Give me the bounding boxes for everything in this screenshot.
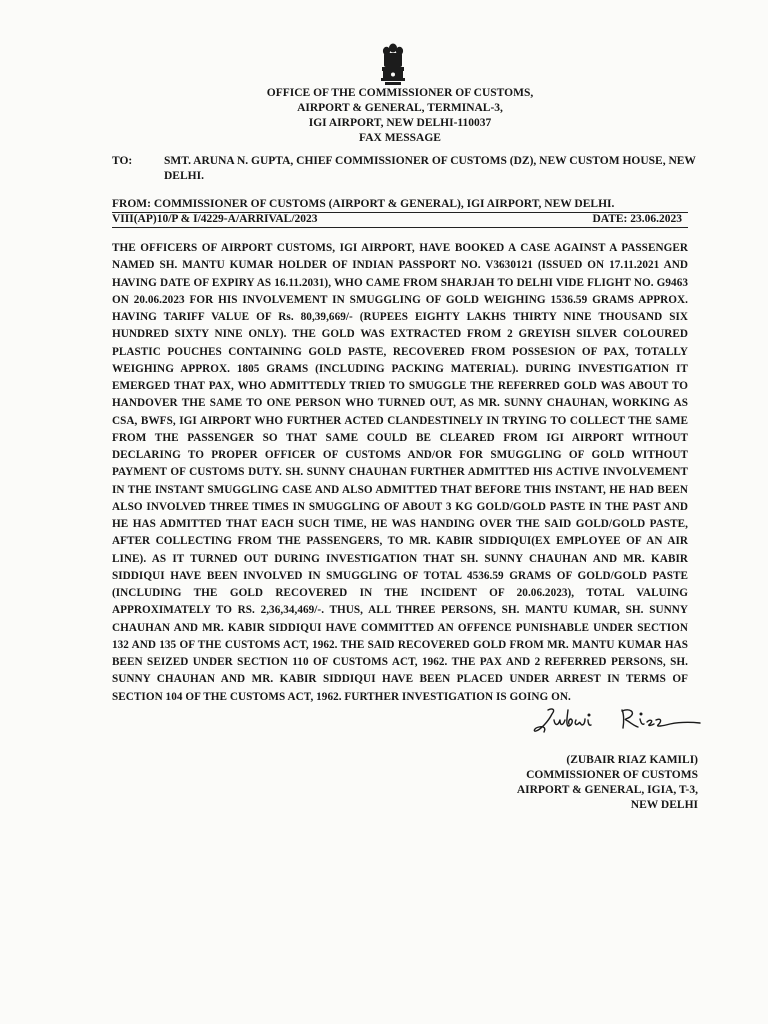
- signatory-name: (ZUBAIR RIAZ KAMILI): [566, 754, 698, 766]
- signatory-office: AIRPORT & GENERAL, IGIA, T-3,: [516, 784, 698, 796]
- signatory-block: [500, 753, 698, 813]
- message-date: DATE: 23.06.2023: [592, 213, 682, 225]
- recipient-text: SMT. ARUNA N. GUPTA, CHIEF COMMISSIONER OF CUSTOMS (DZ), NEW CUSTOM HOUSE, NEW DELHI.: [164, 155, 696, 182]
- office-division: AIRPORT & GENERAL, TERMINAL-3,: [297, 102, 503, 114]
- signatory-city: NEW DELHI: [630, 799, 698, 811]
- handwritten-signature: [530, 700, 710, 740]
- to-label: TO:: [112, 155, 133, 167]
- office-header: [200, 86, 600, 146]
- sender-text: FROM: COMMISSIONER OF CUSTOMS (AIRPORT & GENERAL), IGI AIRPORT, NEW DELHI.: [112, 198, 615, 210]
- reference-line: [112, 212, 688, 228]
- national-emblem-icon: [378, 42, 408, 88]
- office-address: IGI AIRPORT, NEW DELHI-110037: [308, 117, 492, 129]
- signatory-title: COMMISSIONER OF CUSTOMS: [526, 769, 698, 781]
- message-body: THE OFFICERS OF AIRPORT CUSTOMS, IGI AIRPORT, HAVE BOOKED A CASE AGAINST A PASSENGER NAMED SH. MANTU KUMAR HOLDER OF INDIAN PASSPORT NO. V3630121 (ISSUED ON 17.11.2021 AND HAVING DATE OF EXPIRY AS 16.11.2031), WHO CAME FROM SHARJAH TO DELHI VIDE FLIGHT NO. G9463 ON 20.06.2023 FOR HIS INVOLVEMENT IN SMUGGLING OF GOLD WEIGHING 1536.59 GRAMS APPROX. HAVING TARIFF VALUE OF Rs. 80,39,669/- (RUPEES EIGHTY LAKHS THIRTY NINE THOUSAND SIX HUNDRED SIXTY NINE ONLY). THE GOLD WAS EXTRACTED FROM 2 GREYISH SILVER COLOURED PLASTIC POUCHES CONTAINING GOLD PASTE, RECOVERED FROM POSSESION OF PAX, TOTALLY WEIGHING APPROX. 1805 GRAMS (INCLUDING PACKING MATERIAL). DURING INVESTIGATION IT EMERGED THAT PAX, WHO ADMITTEDLY TRIED TO SMUGGLE THE REFERRED GOLD WAS ABOUT TO HANDOVER THE SAME TO ONE PERSON WHO TURNED OUT, AS MR. SUNNY CHAUHAN, WORKING AS CSA, BWFS, IGI AIRPORT WHO FURTHER ACTED CLANDESTINELY IN TRYING TO COLLECT THE SAME FROM THE PASSENGER SO THAT SAME COULD BE CLEARED FROM IGI AIRPORT WITHOUT DECLARING TO PROPER OFFICER OF CUSTOMS AND/OR FOR SMUGGLING OF GOLD WITHOUT PAYMENT OF CUSTOMS DUTY. SH. SUNNY CHAUHAN FURTHER ADMITTED HIS ACTIVE INVOLVEMENT IN THE INSTANT SMUGGLING CASE AND ALSO ADMITTED THAT BEFORE THIS INSTANT, HE HAD BEEN ALSO INVOLVED THREE TIMES IN SMUGGLING OF ABOUT 3 KG GOLD/GOLD PASTE IN THE PAST AND HE HAS ADMITTED THAT EACH SUCH TIME, HE WAS HANDING OVER THE SAID GOLD/GOLD PASTE, AFTER COLLECTING FROM THE PASSENGERS, TO MR. KABIR SIDDIQUI(EX EMPLOYEE OF AN AIR LINE). AS IT TURNED OUT DURING INVESTIGATION THAT SH. SUNNY CHAUHAN AND MR. KABIR SIDDIQUI HAVE BEEN INVOLVED IN SMUGGLING OF TOTAL 4536.59 GRAMS OF GOLD/GOLD PASTE (INCLUDING THE GOLD RECOVERED IN THE INCIDENT OF 20.06.2023), TOTAL VALUING APPROXIMATELY TO RS. 2,36,34,469/-. THUS, ALL THREE PERSONS, SH. MANTU KUMAR, SH. SUNNY CHAUHAN AND MR. KABIR SIDDIQUI HAVE COMMITTED AN OFFENCE PUNISHABLE UNDER SECTION 132 AND 135 OF THE CUSTOMS ACT, 1962. THE SAID RECOVERED GOLD FROM MR. MANTU KUMAR HAS BEEN SEIZED UNDER SECTION 110 OF CUSTOMS ACT, 1962. THE PAX AND 2 REFERRED PERSONS, SH. SUNNY CHAUHAN AND MR. KABIR SIDDIQUI HAVE BEEN PLACED UNDER ARREST IN TERMS OF SECTION 104 OF THE CUSTOMS ACT, 1962. FURTHER INVESTIGATION IS GOING ON.: [112, 242, 688, 703]
- office-name: OFFICE OF THE COMMISSIONER OF CUSTOMS,: [266, 87, 534, 99]
- sender-line: [112, 197, 688, 213]
- file-number: VIII(AP)10/P & I/4229-A/ARRIVAL/2023: [112, 213, 318, 225]
- document-type: FAX MESSAGE: [359, 132, 441, 144]
